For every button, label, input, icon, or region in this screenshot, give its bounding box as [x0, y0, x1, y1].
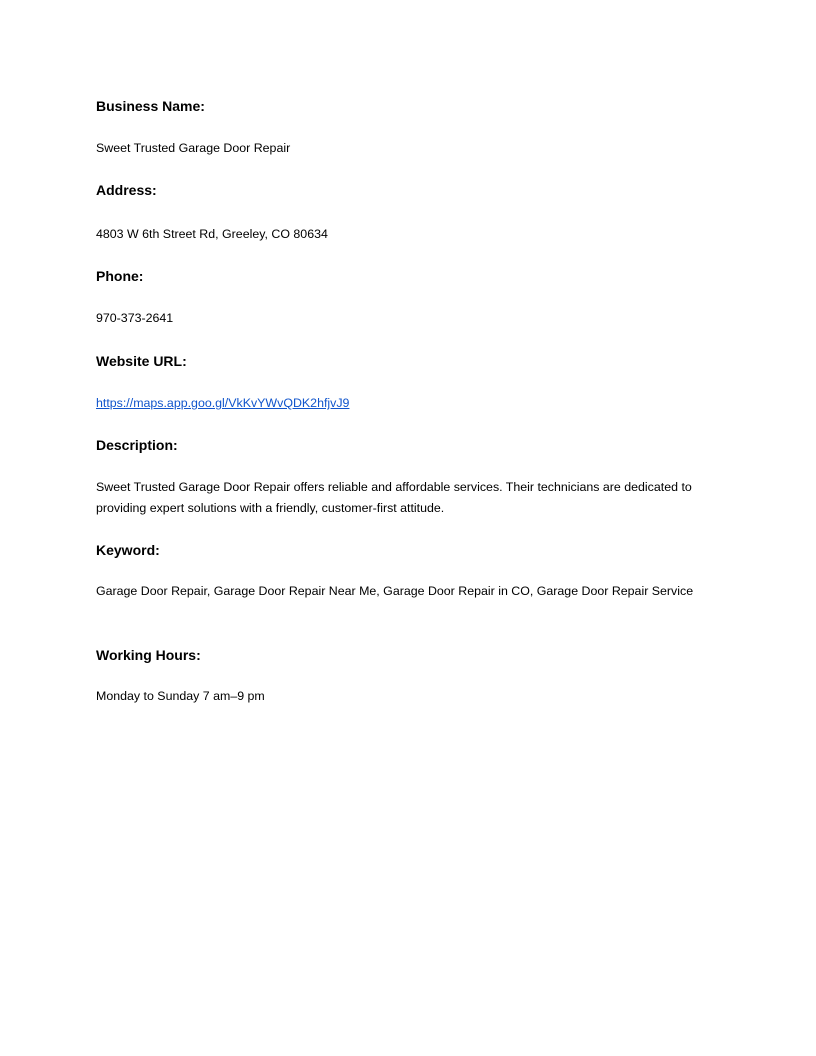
phone-heading: Phone:: [96, 268, 144, 284]
keyword-value: Garage Door Repair, Garage Door Repair Near Me, Garage Door Repair in CO, Garage Door Repair Service: [96, 584, 694, 598]
website-row: [96, 393, 696, 414]
address-value: 4803 W 6th Street Rd, Greeley, CO 80634: [96, 227, 328, 241]
description-value: Sweet Trusted Garage Door Repair offers reliable and affordable services. Their technicians are dedicated to providing expert solutions with a friendly, customer-first attitude.: [96, 480, 692, 515]
business-name-value: Sweet Trusted Garage Door Repair: [96, 141, 291, 155]
website-heading: Website URL:: [96, 353, 187, 369]
website-link[interactable]: https://maps.app.goo.gl/VkKvYWvQDK2hfjvJ9: [96, 396, 350, 410]
keyword-heading: Keyword:: [96, 542, 160, 558]
address-heading: Address:: [96, 182, 157, 198]
description-heading: Description:: [96, 437, 178, 453]
working-hours-heading: Working Hours:: [96, 647, 201, 663]
phone-value: 970-373-2641: [96, 311, 174, 325]
business-name-heading: Business Name:: [96, 98, 205, 114]
working-hours-value: Monday to Sunday 7 am–9 pm: [96, 689, 265, 703]
